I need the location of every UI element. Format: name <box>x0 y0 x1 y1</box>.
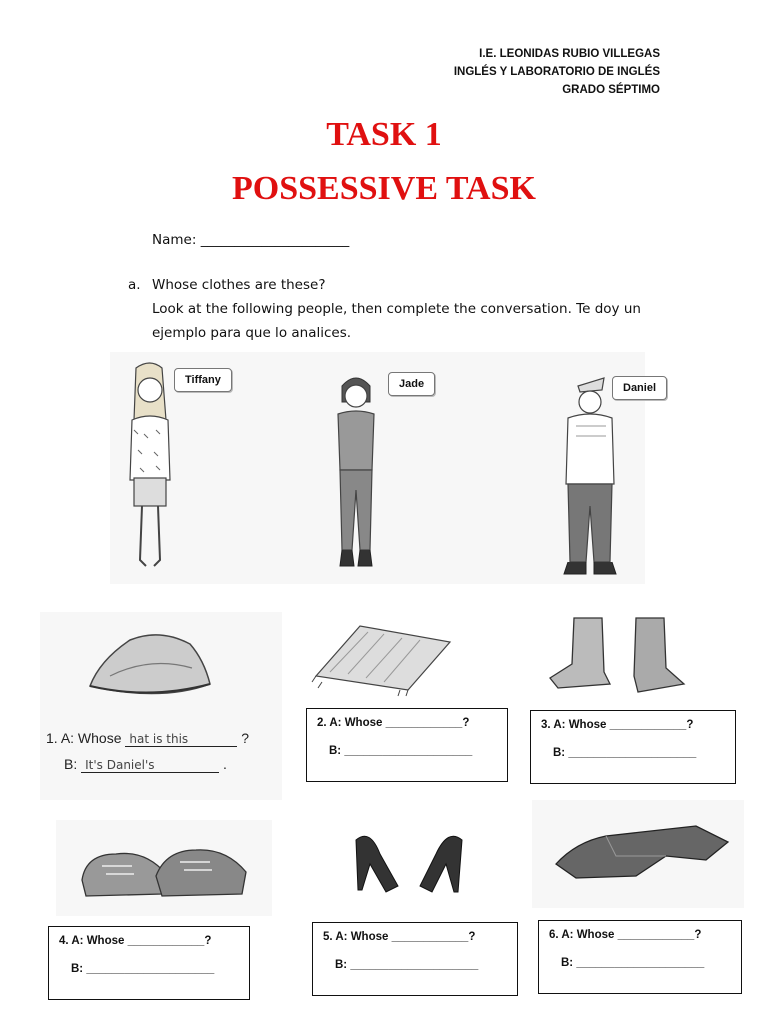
question-6-line-a[interactable]: 6. A: Whose ____________? <box>549 929 702 941</box>
example-item-panel <box>40 612 282 800</box>
question-5-line-a[interactable]: 5. A: Whose ____________? <box>323 931 476 943</box>
high-heels-icon <box>340 820 480 906</box>
boots-icon <box>544 612 694 702</box>
name-field[interactable] <box>152 232 349 248</box>
example-question-line <box>46 730 249 747</box>
example-a-answer: hat is this <box>125 732 237 747</box>
instruction-line-2: Look at the following people, then complete the conversation. Te doy un <box>152 301 641 317</box>
question-3-line-a[interactable]: 3. A: Whose ____________? <box>541 719 694 731</box>
hat-icon <box>80 620 220 708</box>
name-blank[interactable]: ______________________ <box>200 232 350 248</box>
question-box-6 <box>538 920 742 994</box>
school-name: I.E. LEONIDAS RUBIO VILLEGAS <box>479 48 660 60</box>
question-2-line-b[interactable]: B: ____________________ <box>329 745 473 757</box>
instruction-marker: a. <box>128 277 141 293</box>
example-b-answer: It's Daniel's <box>81 758 219 773</box>
task-title: TASK 1 <box>326 116 442 153</box>
girl-short-hair-icon <box>326 370 386 580</box>
example-a-end: ? <box>241 730 250 746</box>
subject-name: INGLÉS Y LABORATORIO DE INGLÉS <box>453 66 660 78</box>
example-number: 1. <box>46 730 58 746</box>
question-4-line-a[interactable]: 4. A: Whose ____________? <box>59 935 212 947</box>
instruction-line-3: ejemplo para que lo analices. <box>152 325 352 341</box>
question-box-2 <box>306 708 508 782</box>
scarf-icon <box>308 612 458 698</box>
jeans-icon <box>546 812 736 892</box>
instruction-question: Whose clothes are these? <box>152 277 326 293</box>
sneakers-icon <box>76 830 256 910</box>
person-tag-tiffany: Tiffany <box>174 368 232 392</box>
grade-level: GRADO SÉPTIMO <box>562 84 660 96</box>
example-b-end: . <box>223 756 227 772</box>
example-answer-line <box>64 756 227 773</box>
example-a-label: A: Whose <box>60 730 122 746</box>
question-3-line-b[interactable]: B: ____________________ <box>553 747 697 759</box>
jeans-illustration <box>532 800 744 908</box>
question-box-5 <box>312 922 518 996</box>
people-illustration <box>110 352 657 584</box>
person-tag-daniel: Daniel <box>612 376 667 400</box>
person-tag-jade: Jade <box>388 372 435 396</box>
question-box-4 <box>48 926 250 1000</box>
question-6-line-b[interactable]: B: ____________________ <box>561 957 705 969</box>
example-b-label: B: <box>64 756 78 772</box>
question-box-3 <box>530 710 736 784</box>
task-subtitle: POSSESSIVE TASK <box>232 170 536 207</box>
girl-with-long-hair-icon <box>110 360 190 576</box>
question-5-line-b[interactable]: B: ____________________ <box>335 959 479 971</box>
name-label: Name: <box>152 232 197 248</box>
boy-with-hat-icon <box>550 376 630 580</box>
question-2-line-a[interactable]: 2. A: Whose ____________? <box>317 717 470 729</box>
question-4-line-b[interactable]: B: ____________________ <box>71 963 215 975</box>
sneakers-illustration <box>56 820 272 916</box>
